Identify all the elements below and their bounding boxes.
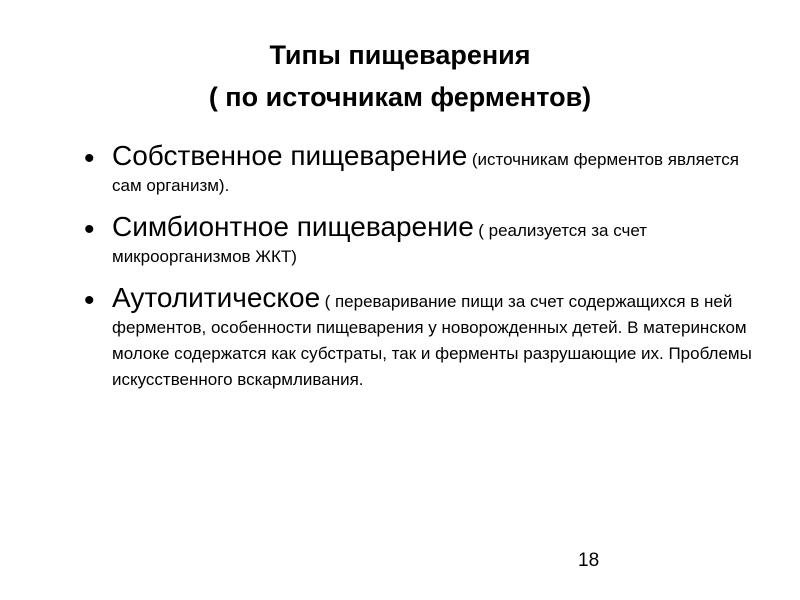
bullet-item-own-digestion [84, 140, 764, 199]
bullet-item-symbiotic-digestion [84, 211, 764, 270]
bullet-point-icon: • [84, 213, 95, 246]
bullet-term: Симбионтное пищеварение [112, 211, 474, 242]
bullet-point-icon: • [84, 142, 95, 175]
bullet-description: ( реализуется за счет микроорганизмов ЖКТ) [112, 221, 648, 266]
bullet-text [112, 140, 764, 199]
title-line-1: Типы пищеварения [269, 40, 531, 70]
slide-title [60, 34, 740, 118]
page-number: 18 [578, 550, 600, 571]
title-line-2: ( по источникам ферментов) [208, 82, 592, 112]
bullet-description: (источникам ферментов является сам организм). [112, 150, 739, 195]
bullet-description: ( переваривание пищи за счет содержащихся в ней ферментов, особенности пищеварения у новорожденных детей. В материнском молоке содержатся как субстраты, так и ферменты разрушающие их. Проблемы искусственного вскармливания. [112, 292, 752, 389]
bullet-term: Собственное пищеварение [112, 140, 468, 171]
bullet-item-autolytic-digestion [84, 282, 764, 393]
bullet-term: Аутолитическое [112, 282, 321, 313]
bullet-text [112, 211, 764, 270]
bullet-point-icon: • [84, 284, 95, 317]
bullet-text [112, 282, 764, 393]
bullet-list [84, 140, 764, 405]
